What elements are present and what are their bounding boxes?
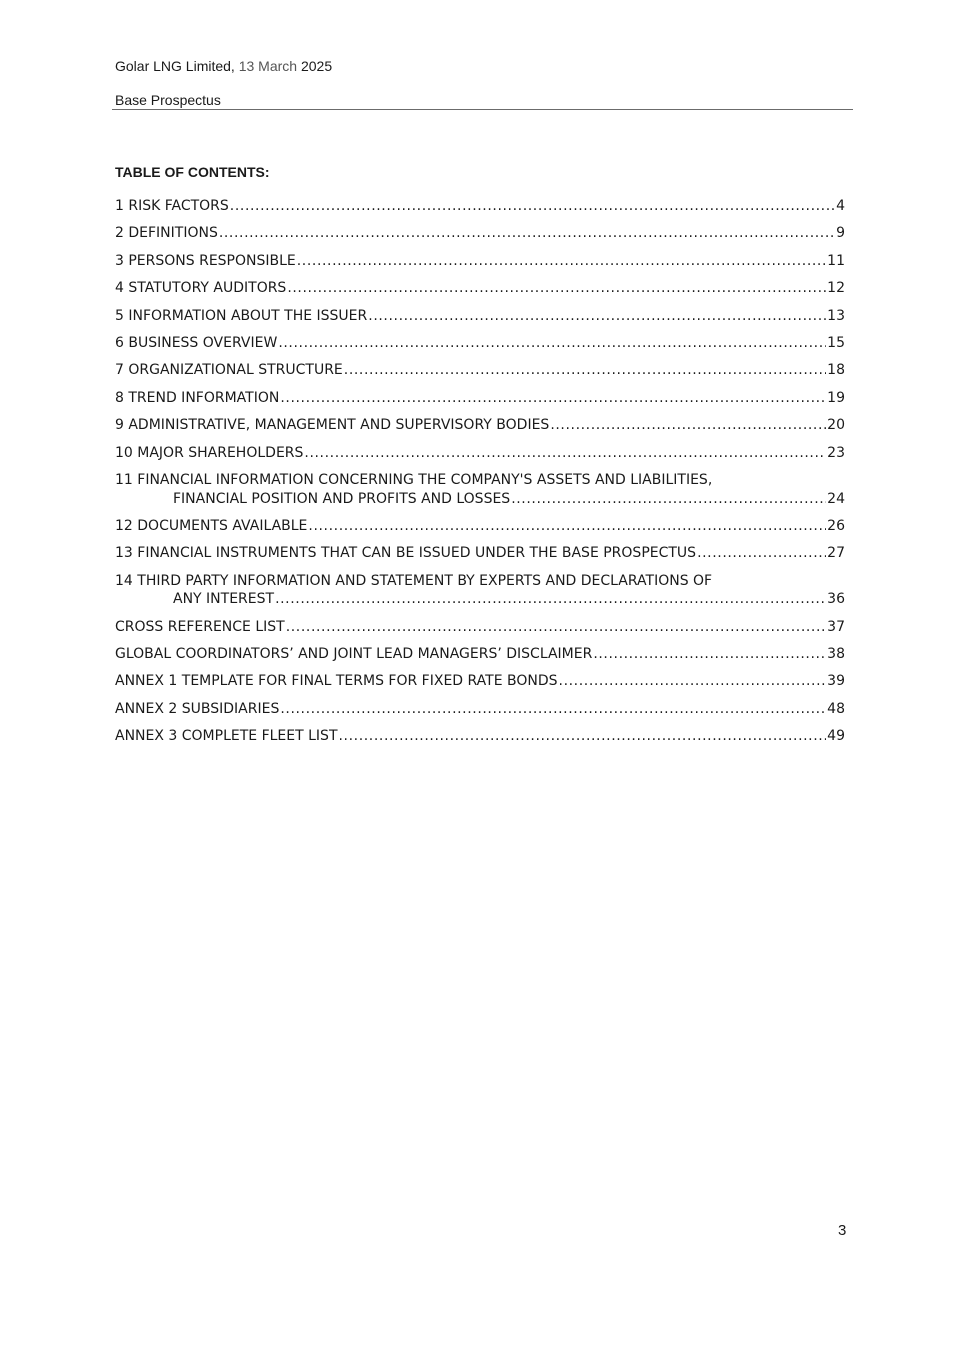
- company-name: Golar LNG Limited,: [115, 58, 235, 74]
- toc-dot-leader: [280, 700, 826, 719]
- page-number: 3: [838, 1222, 847, 1239]
- toc-entry[interactable]: [115, 224, 845, 243]
- toc-entry-page: 38: [827, 646, 845, 663]
- toc-entry-page: 9: [836, 225, 845, 242]
- toc-entry-line: [115, 572, 845, 591]
- toc-entry[interactable]: [115, 471, 845, 508]
- toc-entry-line: [115, 471, 845, 490]
- toc-entry[interactable]: [115, 618, 845, 637]
- toc-entry-page: 13: [827, 307, 845, 324]
- toc-entry-page: 18: [827, 362, 845, 379]
- toc-entry-line: [115, 334, 845, 353]
- toc-dot-leader: [280, 389, 826, 408]
- toc-entry-title: 14 THIRD PARTY INFORMATION AND STATEMENT BY EXPERTS AND DECLARATIONS OF: [115, 572, 713, 589]
- toc-entry-page: 48: [827, 700, 845, 717]
- toc-entry[interactable]: [115, 252, 845, 271]
- toc-entry-page: 12: [827, 280, 845, 297]
- toc-entry[interactable]: [115, 334, 845, 353]
- page-header: [115, 57, 853, 109]
- toc-dot-leader: [697, 544, 826, 563]
- toc-entry-title: ANNEX 1 TEMPLATE FOR FINAL TERMS FOR FIXED RATE BONDS: [115, 673, 558, 690]
- toc-entry-title: CROSS REFERENCE LIST: [115, 618, 285, 635]
- toc-dot-leader: [308, 517, 826, 536]
- toc-entry[interactable]: [115, 645, 845, 664]
- toc-entry[interactable]: [115, 700, 845, 719]
- toc-entry-line: [115, 224, 845, 243]
- toc-title: TABLE OF CONTENTS:: [115, 164, 270, 180]
- toc-entry[interactable]: [115, 416, 845, 435]
- toc-entry-line: [115, 544, 845, 563]
- document-type: Base Prospectus: [115, 92, 221, 108]
- toc-entry-line: [115, 672, 845, 691]
- toc-entry-title: 3 PERSONS RESPONSIBLE: [115, 252, 296, 269]
- toc-entry-title: ANNEX 3 COMPLETE FLEET LIST: [115, 728, 338, 745]
- toc-dot-leader: [368, 307, 826, 326]
- toc-dot-leader: [344, 361, 826, 380]
- toc-entry[interactable]: [115, 517, 845, 536]
- toc-dot-leader: [511, 490, 826, 509]
- toc-dot-leader: [339, 727, 827, 746]
- toc-entry-line: [115, 389, 845, 408]
- toc-entry-page: 39: [827, 673, 845, 690]
- toc-entry-title: 4 STATUTORY AUDITORS: [115, 280, 287, 297]
- toc-entry-line: [115, 700, 845, 719]
- toc-entry-line-continued: [115, 590, 845, 609]
- toc-entry-page: 37: [827, 618, 845, 635]
- toc-entry-line: [115, 517, 845, 536]
- toc-entry-title-continued: ANY INTEREST: [173, 591, 275, 608]
- toc-entry-page: 4: [836, 198, 845, 214]
- toc-entry-line: [115, 307, 845, 326]
- toc-entry-title: ANNEX 2 SUBSIDIARIES: [115, 700, 280, 717]
- toc-entry[interactable]: [115, 389, 845, 408]
- toc-entry[interactable]: [115, 544, 845, 563]
- toc-entry-line: [115, 645, 845, 664]
- toc-entry-line: [115, 416, 845, 435]
- toc-entry-title: 12 DOCUMENTS AVAILABLE: [115, 517, 308, 534]
- toc-entry-title: 6 BUSINESS OVERVIEW: [115, 334, 278, 351]
- toc-dot-leader: [287, 279, 826, 298]
- toc-entry-line: [115, 444, 845, 463]
- toc-entry-page: 49: [827, 728, 845, 745]
- toc-entry[interactable]: [115, 444, 845, 463]
- toc-entry[interactable]: [115, 307, 845, 326]
- toc-entry-line-continued: [115, 490, 845, 509]
- toc-entry-page: 26: [827, 517, 845, 534]
- toc-dot-leader: [559, 672, 827, 691]
- toc-entry-page: 11: [827, 252, 845, 269]
- toc-entry-page: 20: [827, 417, 845, 434]
- toc-dot-leader: [304, 444, 826, 463]
- toc-entry-line: [115, 252, 845, 271]
- toc-entry-title: 8 TREND INFORMATION: [115, 389, 280, 406]
- toc-entry-line: [115, 361, 845, 380]
- toc-entry-title: 13 FINANCIAL INSTRUMENTS THAT CAN BE ISSUED UNDER THE BASE PROSPECTUS: [115, 545, 697, 562]
- toc-entry-page: 15: [827, 334, 845, 351]
- header-company-date: [115, 57, 853, 75]
- toc-entry-page: 24: [827, 490, 845, 507]
- toc-entry-page: 19: [827, 389, 845, 406]
- toc-entry-page: 27: [827, 545, 845, 562]
- toc-entry-title: 5 INFORMATION ABOUT THE ISSUER: [115, 307, 368, 324]
- toc-entry[interactable]: [115, 727, 845, 746]
- toc-dot-leader: [278, 334, 826, 353]
- toc-dot-leader: [219, 224, 835, 243]
- toc-entry-page: 23: [827, 444, 845, 461]
- toc-entry-line: [115, 618, 845, 637]
- toc-entry[interactable]: [115, 572, 845, 609]
- toc-entry-title: 1 RISK FACTORS: [115, 198, 229, 214]
- toc-dot-leader: [230, 197, 835, 216]
- table-of-contents: [115, 197, 845, 755]
- toc-entry[interactable]: [115, 361, 845, 380]
- toc-entry-title: 11 FINANCIAL INFORMATION CONCERNING THE COMPANY'S ASSETS AND LIABILITIES,: [115, 471, 713, 488]
- toc-dot-leader: [275, 590, 826, 609]
- toc-entry-title: 10 MAJOR SHAREHOLDERS: [115, 444, 304, 461]
- header-year: 2025: [300, 58, 333, 74]
- toc-entry-page: 36: [827, 591, 845, 608]
- toc-dot-leader: [297, 252, 826, 271]
- toc-dot-leader: [593, 645, 826, 664]
- toc-dot-leader: [286, 618, 826, 637]
- toc-entry[interactable]: [115, 279, 845, 298]
- toc-dot-leader: [550, 416, 826, 435]
- toc-entry-title-continued: FINANCIAL POSITION AND PROFITS AND LOSSES: [173, 490, 511, 507]
- toc-entry-title: 7 ORGANIZATIONAL STRUCTURE: [115, 362, 343, 379]
- header-date: 13 March: [238, 58, 298, 74]
- toc-entry[interactable]: [115, 672, 845, 691]
- toc-entry[interactable]: [115, 197, 845, 216]
- header-divider: [112, 109, 853, 110]
- toc-entry-title: 9 ADMINISTRATIVE, MANAGEMENT AND SUPERVISORY BODIES: [115, 417, 550, 434]
- toc-entry-title: 2 DEFINITIONS: [115, 225, 218, 242]
- toc-entry-line: [115, 197, 845, 216]
- toc-entry-line: [115, 279, 845, 298]
- toc-entry-title: GLOBAL COORDINATORS’ AND JOINT LEAD MANAGERS’ DISCLAIMER: [115, 646, 593, 663]
- toc-entry-line: [115, 727, 845, 746]
